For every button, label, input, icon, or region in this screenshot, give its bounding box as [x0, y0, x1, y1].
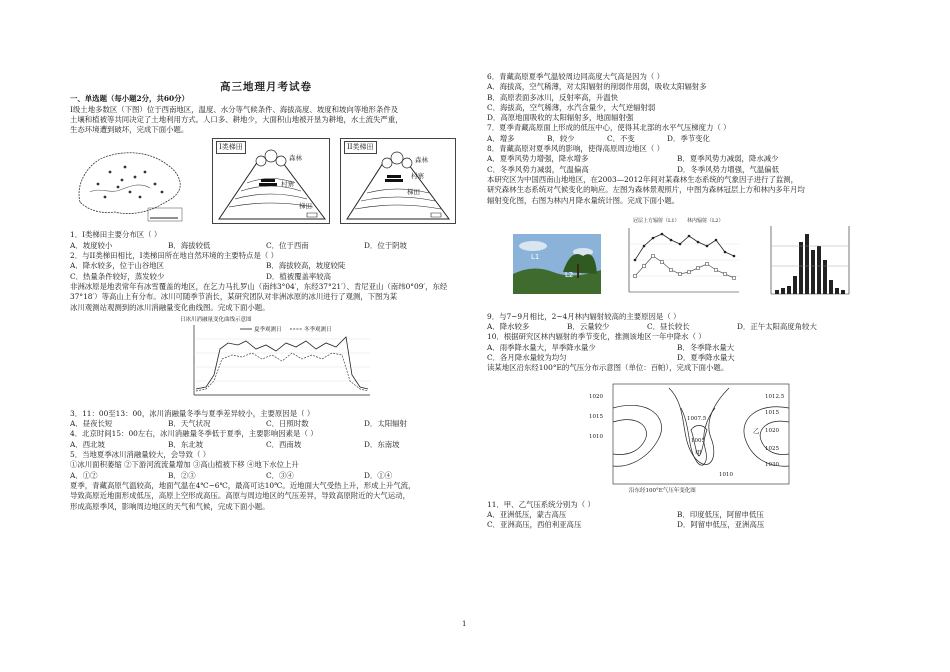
option: D．东南坡: [364, 439, 400, 449]
question-1: 1．I类梯田主要分布区（ ）: [70, 230, 162, 240]
isobar-value: 1010: [719, 471, 733, 478]
isobar-chart: [589, 378, 799, 498]
question-2: 2．与II类梯田相比，I类梯田所在地自然环境的主要特点是（ ）: [70, 251, 278, 261]
section-heading: 一、单选题（每小题2分，共60分）: [70, 94, 189, 104]
option: D．阿留申低压，亚洲高压: [677, 520, 765, 530]
chart-title: 日冰川消融量变化曲线示意图: [180, 316, 252, 323]
question-8: 8．青藏高原对夏季风的影响，使得高原周边地区（ ）: [487, 144, 665, 154]
option: D．太阳辐射: [364, 419, 407, 429]
question-2-options: [70, 261, 462, 271]
option: A．昼夜长短: [70, 419, 113, 429]
option: B．天气状况: [168, 419, 211, 429]
option: A．亚洲低压，蒙古高压: [487, 509, 567, 519]
option: C．日照时数: [266, 419, 309, 429]
option: C．不变: [607, 133, 635, 143]
photo-label-l1: L1: [531, 252, 540, 261]
intro-paragraph-4: 本研究区为中国西南山地地区，在2003—2012年间对某森林生态系统的气象因子进行了监测，: [487, 174, 799, 184]
question-7-options: [487, 134, 882, 144]
option: C．西南坡: [266, 439, 302, 449]
intro-paragraph-3: 夏季，青藏高原气温较高，地面气温在4℃~6℃，最高可达10℃。近地面大气受热上升，形成上升气流，: [70, 480, 416, 490]
intro-paragraph-2: 非洲冰原是地表常年有冰雪覆盖的地区，在乞力马扎罗山（南纬3°04′，东经37°21′）、肯尼亚山（南纬0°09′，东经: [70, 281, 448, 291]
question-11-options-2: [487, 520, 882, 530]
option: D．冬季风势力增强，气温偏低: [677, 164, 780, 174]
page-title: 高三地理月考试卷: [220, 81, 312, 93]
option: B．东北坡: [168, 439, 203, 449]
question-9-options: [487, 322, 882, 332]
option: D．位于阴坡: [364, 240, 407, 250]
intro-paragraph-1-line2: 土壤和植被等共同决定了土地利用方式。人口多、耕地少，大面积山地被开垦为耕地，水土流失严重，: [70, 114, 403, 124]
isobar-value: 1010: [589, 433, 603, 440]
question-11-options: [487, 510, 882, 520]
isobar-value: 1020: [589, 393, 603, 400]
option: C．位于西南: [266, 240, 309, 250]
melt-chart: [180, 315, 380, 407]
option: D．高原地面吸收的太阳辐射多，地面辐射强: [487, 113, 634, 123]
legend-l1: 冠层上方辐射（L1）: [633, 217, 680, 224]
question-10-options-2: [487, 353, 882, 363]
isobar-value: 1020: [765, 427, 779, 434]
isobar-value: 1012.5: [765, 393, 785, 400]
terrace-figure-1: [212, 138, 330, 224]
option: D．①④: [364, 470, 393, 480]
question-5-items: ①冰川面积萎缩 ②下游河流流量增加 ③高山植被下移 ④地下水位上升: [70, 460, 299, 470]
option: A．雨季降水量大，旱季降水量少: [487, 342, 596, 352]
pressure-mark-jia: 甲: [695, 448, 702, 457]
intro-paragraph-1-line3: 生态环境遭到破坏，完成下面小题。: [70, 125, 189, 135]
isobar-value: 1030: [765, 461, 779, 468]
question-7: 7．夏季青藏高原面上形成的低压中心，使得其北部的水平气压梯度力（ ）: [487, 123, 731, 133]
option: C．各月降水量较为均匀: [487, 353, 567, 363]
intro-paragraph-4-line2: 研究森林生态系统对气候变化的响应。左图为森林景观照片，中图为森林冠层上方和林内多年月均: [487, 185, 805, 195]
option: C．海拔高，空气稀薄，水汽含量少，大气逆辐射弱: [487, 102, 656, 112]
pressure-mark-yi: 乙: [753, 426, 760, 435]
radiation-chart: [615, 216, 745, 308]
option: A．海拔高，空气稀薄，对太阳辐射的削弱作用弱，吸收太阳辐射多: [487, 82, 707, 92]
option: C．亚洲高压，西伯利亚高压: [487, 520, 582, 530]
intro-paragraph-1: I级土地多数区（下图）位于西南地区，温度、水分等气候条件、海拔高度、坡度和坡向等地形条件及: [70, 104, 399, 114]
question-5: 5．当地夏季冰川消融量较大，会导致（ ）: [70, 450, 211, 460]
forest-label-2: 森林: [415, 156, 428, 165]
terrace-label-2: 梯田: [407, 188, 420, 197]
question-8-options-2: [487, 165, 882, 175]
figure-row-1: [70, 138, 462, 226]
intro-paragraph-5: 读某地区沿东经100°E的气压分布示意图（单位：百帕），完成下面小题。: [487, 363, 729, 373]
question-3: 3．11：00至13：00，冰川消融量冬季与夏季差异较小，主要原因是（ ）: [70, 408, 315, 418]
isobar-value: 1025: [765, 445, 779, 452]
isobar-caption: 沿东经100°E气压年变化图: [629, 487, 696, 494]
intro-paragraph-3-line2: 导致高原近地面形成低压，高原上空形成高压。高原与周边地区的气压差异，导致高原附近的大气运动，: [70, 491, 410, 501]
photo-label-l2: L2: [565, 270, 574, 279]
terrace-label: 梯田: [299, 202, 312, 211]
question-1-options: [70, 241, 462, 251]
question-4-options: [70, 440, 462, 450]
intro-paragraph-2-line3: 冰川观测站观测到的冰川消融量变化曲线图。完成下面小题。: [70, 302, 270, 312]
figure-label-1: I类梯田: [216, 141, 246, 153]
option: B．海拔较低: [168, 240, 211, 250]
legend-winter: 冬季观测日: [304, 326, 332, 333]
option: B．②③: [168, 470, 196, 480]
intro-paragraph-3-line3: 形成高原季风，影响周边地区的天气和气候，完成下面小题。: [70, 501, 270, 511]
option: B．云量较少: [567, 322, 610, 332]
option: A．坡度较小: [70, 240, 113, 250]
option: B．高原表面多冰川，反射率高，升温快: [487, 92, 619, 102]
forest-photo: [513, 234, 601, 294]
option: B．海拔较高，坡度较陡: [266, 261, 346, 271]
question-3-options: [70, 419, 462, 429]
question-9: 9．与7~9月相比，2~4月林内辐射较高的主要原因是（ ）: [487, 311, 681, 321]
option: B．较少: [547, 133, 575, 143]
question-6: 6．青藏高原夏季气温较周边同高度大气高是因为（ ）: [487, 72, 665, 81]
option: A．①②: [70, 470, 98, 480]
isobar-value: 1005: [691, 437, 705, 444]
option: C．③④: [266, 470, 294, 480]
intro-paragraph-4-line3: 辐射变化图，右图为林内月降水量统计图。完成下面小题。: [487, 195, 680, 205]
option: A．西北坡: [70, 439, 105, 449]
option: C．昼长较长: [647, 322, 690, 332]
question-5-options: [70, 471, 462, 481]
option: D．正午太阳高度角较大: [737, 322, 817, 332]
option: D．季节变化: [667, 133, 710, 143]
right-column: [487, 72, 882, 531]
legend-summer: 夏季观测日: [254, 326, 282, 333]
question-4: 4．北京时间15：00左右，冰川消融量冬季低于夏季，主要影响因素是（ ）: [70, 429, 318, 439]
forest-label: 森林: [289, 154, 302, 163]
left-column: [70, 60, 462, 512]
option: B．印度低压，阿留申低压: [677, 509, 764, 519]
question-11: 11．甲、乙气压系统分别为（ ）: [487, 499, 595, 509]
option: A．增多: [487, 133, 515, 143]
isobar-value: 1015: [765, 409, 779, 416]
question-2-options-2: [70, 272, 462, 282]
region-map: [70, 142, 188, 224]
page-number: 1: [462, 620, 467, 628]
question-8-options: [487, 154, 882, 164]
option: D．夏季降水量大: [677, 353, 735, 363]
option: C．热量条件较好，蒸发较少: [70, 271, 165, 281]
isobar-value: 1015: [589, 413, 603, 420]
option: A．夏季风势力增强，降水增多: [487, 154, 589, 164]
legend-l2: 林内辐射（L2）: [687, 217, 724, 224]
figure-label-2: II类梯田: [344, 141, 377, 153]
option: A．降水较多，位于山谷地区: [70, 261, 165, 271]
question-10: 10．根据研究区林内辐射的季节变化，推测该地区一年中降水（ ）: [487, 332, 706, 342]
option: A．降水较多: [487, 322, 530, 332]
question-10-options: [487, 343, 882, 353]
isobar-value: 1007.5: [687, 415, 707, 422]
option: B．夏季风势力减弱，降水减少: [677, 154, 779, 164]
option: D．植被覆盖率较高: [266, 271, 332, 281]
precip-chart: [759, 216, 859, 308]
terrace-figure-2: [340, 138, 456, 224]
village-label-2: 村寨: [411, 172, 424, 181]
figure-row-forest: [487, 210, 882, 310]
option: C．冬季风势力减弱，气温偏高: [487, 164, 589, 174]
intro-paragraph-2-line2: 37°18′）等高山上有分布。冰川可随季节消长，某研究团队对非洲冰原的冰川进行了观测，下图为某: [70, 292, 398, 302]
village-label: 村寨: [281, 180, 294, 189]
option: B．冬季降水量大: [677, 342, 735, 352]
